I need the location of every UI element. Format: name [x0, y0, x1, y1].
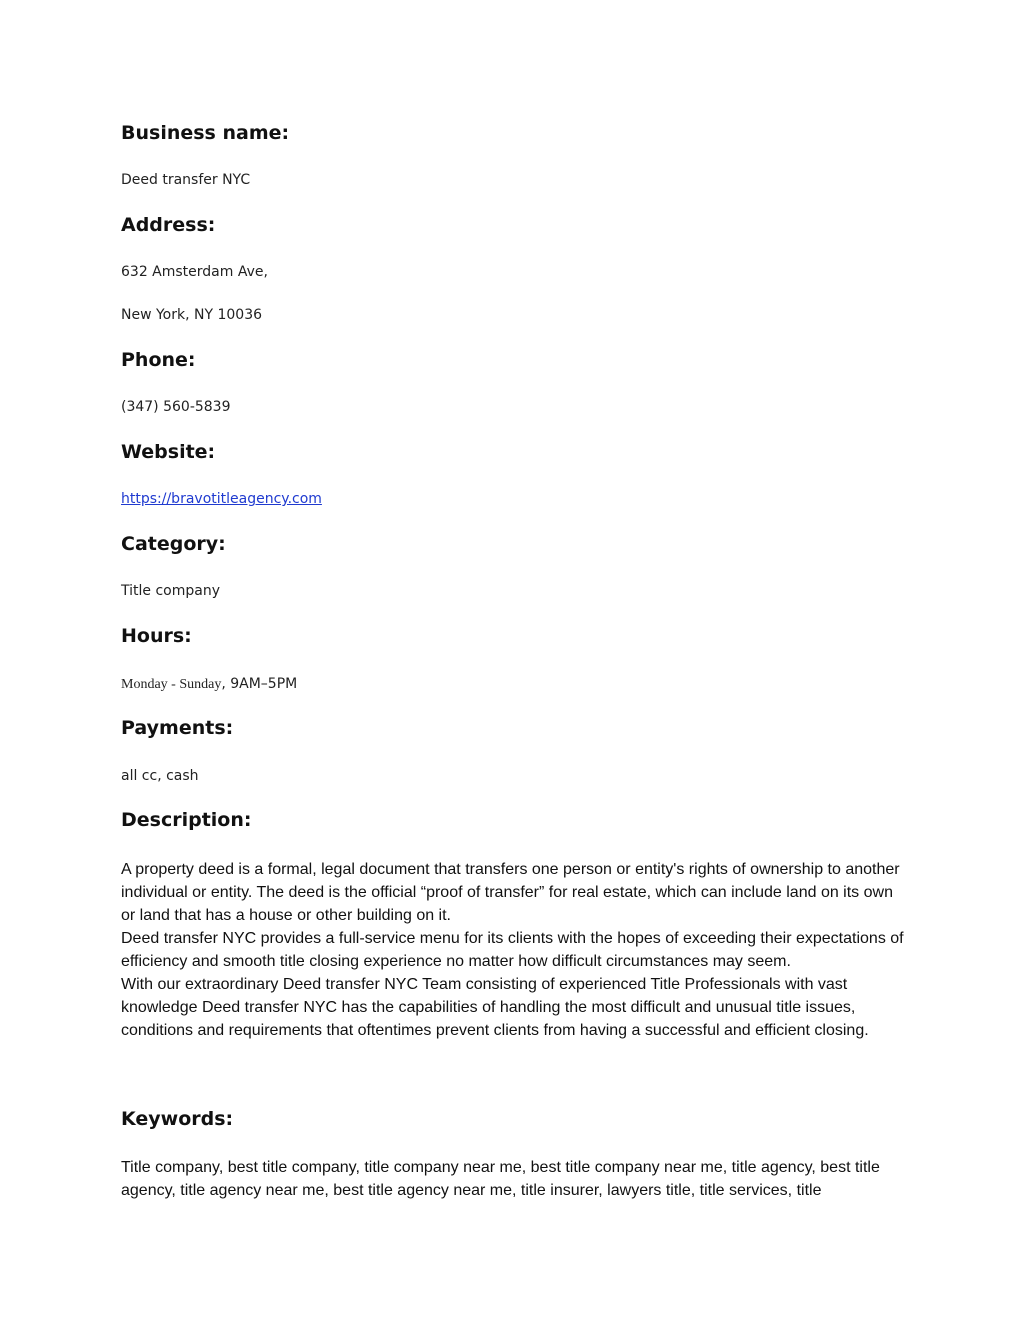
- hours-days: Monday - Sunday: [121, 677, 222, 692]
- description-heading: Description:: [121, 809, 252, 831]
- address-line-1: 632 Amsterdam Ave,: [121, 264, 268, 280]
- keywords-value: Title company, best title company, title company near me, best title company near me, title agency, best title agency, title agency near me, best title agency near me, title insurer, lawyers title, title services, title: [121, 1159, 880, 1199]
- hours-value: [121, 676, 297, 693]
- description-paragraph-3: With our extraordinary Deed transfer NYC Team consisting of experienced Title Professionals with vast knowledge Deed transfer NYC has the capabilities of handling the most difficult and unusual title issues, conditions and requirements that oftentimes prevent clients from having a successful and efficient closing.: [121, 976, 869, 1039]
- business-name-heading: Business name:: [121, 122, 290, 144]
- description-paragraph-1: A property deed is a formal, legal document that transfers one person or entity's rights of ownership to another individual or entity. The deed is the official “proof of transfer” for real estate, which can include land on its own or land that has a house or other building on it.: [121, 861, 900, 924]
- phone-heading: Phone:: [121, 349, 196, 371]
- address-line-2: New York, NY 10036: [121, 307, 263, 323]
- payments-value: all cc, cash: [121, 768, 199, 784]
- description-paragraph-2: Deed transfer NYC provides a full-service menu for its clients with the hopes of exceeding their expectations of efficiency and smooth title closing experience no matter how difficult circumstances may seem.: [121, 930, 904, 970]
- keywords-heading: Keywords:: [121, 1108, 234, 1130]
- payments-heading: Payments:: [121, 717, 234, 739]
- category-heading: Category:: [121, 533, 226, 555]
- address-heading: Address:: [121, 214, 216, 236]
- website-row: [121, 491, 322, 507]
- phone-value: (347) 560-5839: [121, 399, 231, 415]
- description-body: [121, 858, 911, 1042]
- business-name-value: Deed transfer NYC: [121, 172, 251, 188]
- hours-time: , 9AM–5PM: [221, 676, 298, 692]
- category-value: Title company: [121, 583, 220, 599]
- hours-heading: Hours:: [121, 625, 192, 647]
- website-link[interactable]: https://bravotitleagency.com: [121, 491, 322, 507]
- keywords-body: [121, 1156, 911, 1202]
- website-heading: Website:: [121, 441, 216, 463]
